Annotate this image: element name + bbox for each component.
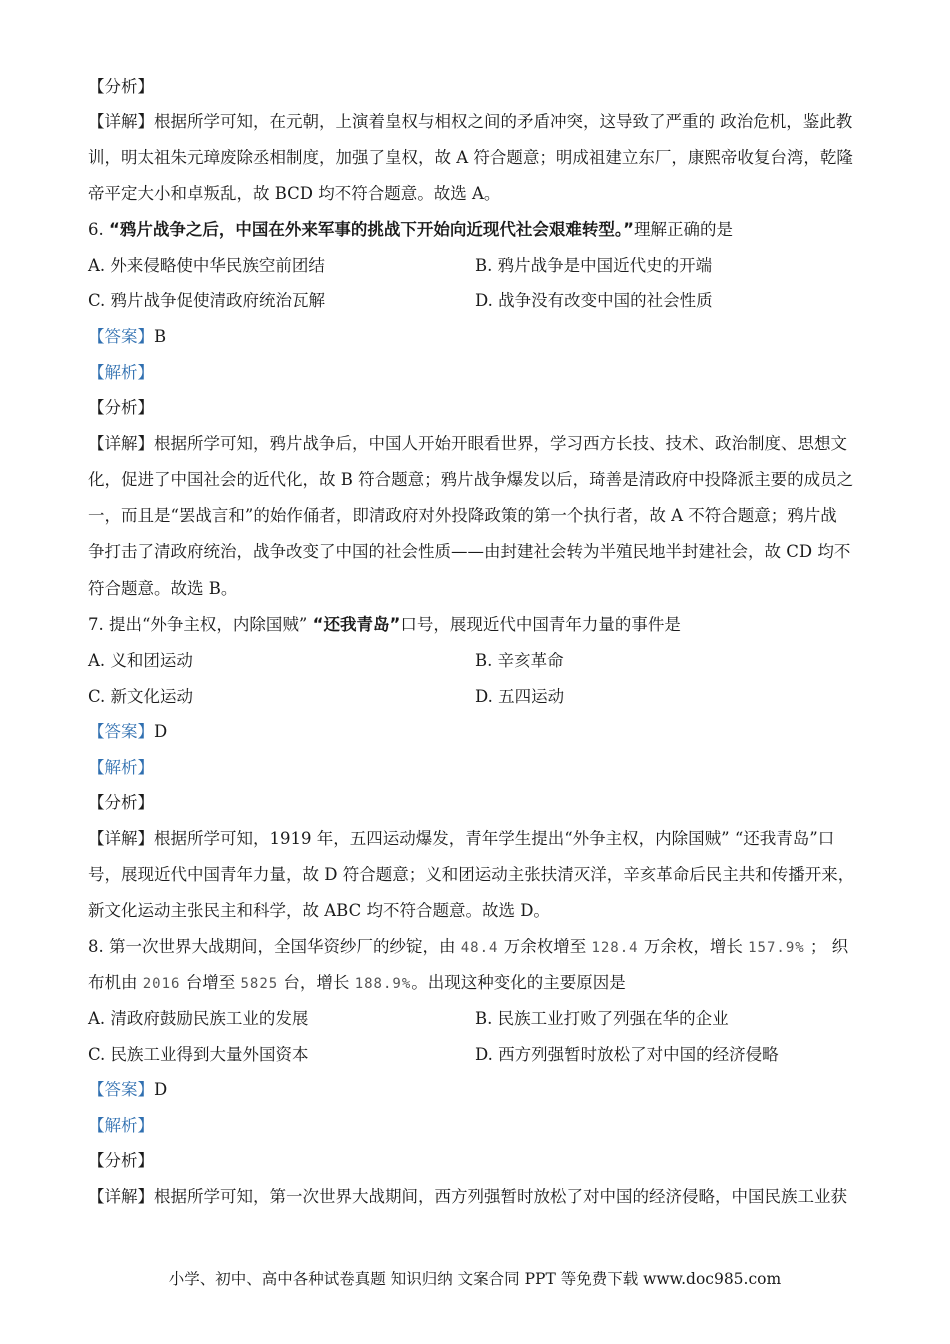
q6-quote: “鸦片战争之后，中国在外来军事的挑战下开始向近现代社会艰难转型。” bbox=[109, 220, 634, 239]
q7-explain-label: 【解析】 bbox=[88, 758, 154, 777]
q7-option-b: B. 辛亥革命 bbox=[475, 651, 564, 670]
q6-detail-line-4: 争打击了清政府统治，战争改变了中国的社会性质——由封建社会转为半殖民地半封建社会，故 CD 均不 bbox=[88, 542, 851, 561]
q6-option-d: D. 战争没有改变中国的社会性质 bbox=[475, 291, 713, 310]
q6-stem: 6. “鸦片战争之后，中国在外来军事的挑战下开始向近现代社会艰难转型。”理解正确的是 bbox=[88, 220, 733, 239]
q6-option-a: A. 外来侵略使中华民族空前团结 bbox=[88, 256, 325, 275]
q6-detail-line-3: 一，而且是“罢战言和”的始作俑者，即清政府对外投降政策的第一个执行者，故 A 不符合题意；鸦片战 bbox=[88, 506, 837, 525]
q5-detail-line-3: 帝平定大小和卓叛乱，故 BCD 均不符合题意。故选 A。 bbox=[88, 184, 501, 203]
q7-answer: 【答案】D bbox=[88, 722, 168, 741]
q8-detail-line-1: 【详解】根据所学可知，第一次世界大战期间，西方列强暂时放松了对中国的经济侵略，中国民族工业获 bbox=[88, 1187, 847, 1206]
detail-label: 【详解】 bbox=[88, 112, 154, 131]
analysis-label: 【分析】 bbox=[88, 77, 154, 96]
q6-option-b: B. 鸦片战争是中国近代史的开端 bbox=[475, 256, 713, 275]
q8-option-d: D. 西方列强暂时放松了对中国的经济侵略 bbox=[475, 1045, 779, 1064]
q8-stem-line-1: 8. 第一次世界大战期间，全国华资纱厂的纱锭，由 48.4 万余枚增至 128.4 万余枚，增长 157.9% ； 织 bbox=[88, 937, 849, 956]
answer-label: 【答案】 bbox=[88, 327, 154, 346]
q7-detail-line-3: 新文化运动主张民主和科学，故 ABC 均不符合题意。故选 D。 bbox=[88, 901, 550, 920]
q7-detail-line-2: 号，展现近代中国青年力量，故 D 符合题意；义和团运动主张扶清灭洋，辛亥革命后民主共和传播开来， bbox=[88, 865, 855, 884]
q7-stem: 7. 提出“外争主权，内除国贼” “还我青岛”口号，展现近代中国青年力量的事件是 bbox=[88, 615, 681, 634]
q6-detail-line-5: 符合题意。故选 B。 bbox=[88, 579, 238, 598]
q7-option-a: A. 义和团运动 bbox=[88, 651, 193, 670]
q5-detail-line-2: 训，明太祖朱元璋废除丞相制度，加强了皇权，故 A 符合题意；明成祖建立东厂，康熙帝收复台湾，乾隆 bbox=[88, 148, 853, 167]
page-footer: 小学、初中、高中各种试卷真题 知识归纳 文案合同 PPT 等免费下载 www.doc985.com bbox=[168, 1270, 782, 1288]
q6-option-c: C. 鸦片战争促使清政府统治瓦解 bbox=[88, 291, 326, 310]
q7-analysis-label: 【分析】 bbox=[88, 793, 154, 812]
q6-analysis-label: 【分析】 bbox=[88, 398, 154, 417]
q8-option-a: A. 清政府鼓励民族工业的发展 bbox=[88, 1009, 309, 1028]
q7-option-c: C. 新文化运动 bbox=[88, 687, 194, 706]
q6-detail-line-1: 【详解】根据所学可知，鸦片战争后，中国人开始开眼看世界，学习西方长技、技术、政治制度、思想文 bbox=[88, 434, 847, 453]
q8-stem-line-2: 布机由 2016 台增至 5825 台，增长 188.9%。出现这种变化的主要原因是 bbox=[88, 973, 626, 992]
q8-option-c: C. 民族工业得到大量外国资本 bbox=[88, 1045, 309, 1064]
q8-analysis-label: 【分析】 bbox=[88, 1151, 154, 1170]
q7-detail-line-1: 【详解】根据所学可知，1919 年，五四运动爆发，青年学生提出“外争主权，内除国贼” “还我青岛”口 bbox=[88, 829, 835, 848]
q6-answer: 【答案】B bbox=[88, 327, 167, 346]
q8-answer: 【答案】D bbox=[88, 1080, 168, 1099]
q8-option-b: B. 民族工业打败了列强在华的企业 bbox=[475, 1009, 729, 1028]
q7-option-d: D. 五四运动 bbox=[475, 687, 565, 706]
q6-explain-label: 【解析】 bbox=[88, 363, 154, 382]
q8-explain-label: 【解析】 bbox=[88, 1116, 154, 1135]
q6-detail-line-2: 化，促进了中国社会的近代化，故 B 符合题意；鸦片战争爆发以后，琦善是清政府中投降派主要的成员之 bbox=[88, 470, 854, 489]
q5-detail-line-1: 【详解】根据所学可知，在元朝，上演着皇权与相权之间的矛盾冲突，这导致了严重的 政治危机，鉴此教 bbox=[88, 112, 853, 131]
